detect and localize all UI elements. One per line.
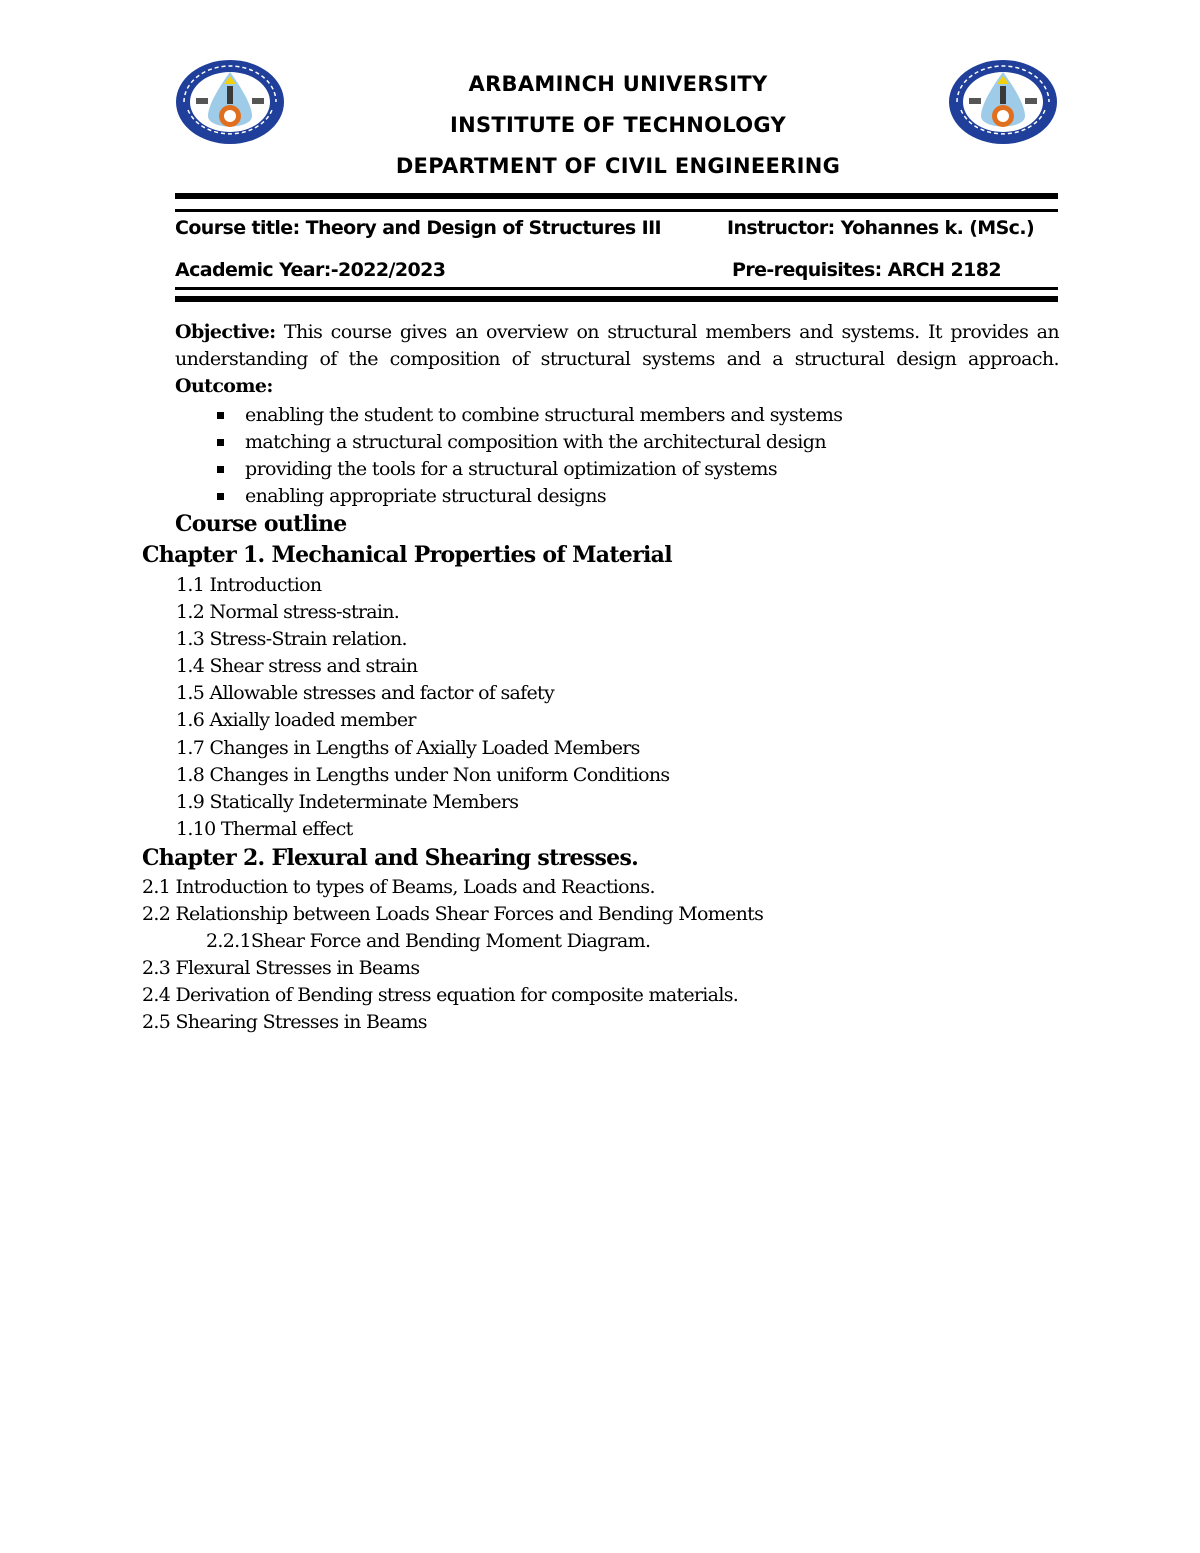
list-item: 2.4 Derivation of Bending stress equation for composite materials. bbox=[142, 984, 739, 1007]
outcome-label: Outcome: bbox=[175, 375, 273, 397]
chapter-2-title: Chapter 2. Flexural and Shearing stresses. bbox=[142, 845, 639, 871]
academic-year: Academic Year:-2022/2023 bbox=[175, 259, 446, 281]
chapter-1-sections bbox=[176, 572, 669, 843]
list-item: 1.9 Statically Indeterminate Members bbox=[176, 790, 519, 813]
info-rule-thick bbox=[175, 296, 1058, 302]
list-item: 1.8 Changes in Lengths under Non uniform Conditions bbox=[176, 763, 670, 786]
list-item: 1.2 Normal stress-strain. bbox=[176, 601, 400, 624]
list-item: matching a structural composition with the architectural design bbox=[217, 429, 842, 456]
list-item: enabling the student to combine structural members and systems bbox=[217, 402, 842, 429]
list-item: 2.1 Introduction to types of Beams, Loads and Reactions. bbox=[142, 876, 655, 898]
header-rule-thick bbox=[175, 193, 1058, 199]
chapter-2-sections bbox=[142, 874, 763, 1037]
institute-name: INSTITUTE OF TECHNOLOGY bbox=[450, 113, 786, 137]
outcome-list bbox=[217, 402, 842, 510]
list-item: 1.5 Allowable stresses and factor of safety bbox=[176, 682, 555, 705]
chapter-1-title: Chapter 1. Mechanical Properties of Material bbox=[142, 542, 672, 568]
list-item: 2.5 Shearing Stresses in Beams bbox=[142, 1011, 427, 1034]
list-item: 1.7 Changes in Lengths of Axially Loaded Members bbox=[176, 736, 640, 759]
list-item: 1.10 Thermal effect bbox=[176, 817, 353, 840]
university-seal-icon bbox=[947, 58, 1059, 146]
list-item: 2.3 Flexural Stresses in Beams bbox=[142, 957, 420, 980]
list-item: 1.6 Axially loaded member bbox=[176, 709, 416, 732]
list-item: 1.3 Stress-Strain relation. bbox=[176, 628, 407, 651]
course-title: Course title: Theory and Design of Structures III bbox=[175, 217, 662, 239]
objective-line-1 bbox=[175, 321, 1059, 343]
bullet-square-icon bbox=[217, 439, 224, 446]
bullet-square-icon bbox=[217, 466, 224, 473]
university-seal-icon bbox=[174, 58, 286, 146]
list-item: 2.2 Relationship between Loads Shear Forces and Bending Moments bbox=[142, 903, 764, 926]
list-item: 2.2.1Shear Force and Bending Moment Diagram. bbox=[206, 930, 651, 953]
list-item: 1.1 Introduction bbox=[176, 574, 322, 596]
instructor: Instructor: Yohannes k. (MSc.) bbox=[727, 217, 1035, 239]
list-item: 1.4 Shear stress and strain bbox=[176, 655, 418, 678]
objective-text-1: This course gives an overview on structural members and systems. It provides an bbox=[275, 321, 1059, 343]
objective-line-2: understanding of the composition of structural systems and a structural design approach. bbox=[175, 348, 1059, 370]
prerequisites: Pre-requisites: ARCH 2182 bbox=[732, 259, 1001, 281]
bullet-square-icon bbox=[217, 412, 224, 419]
department-name: DEPARTMENT OF CIVIL ENGINEERING bbox=[395, 154, 841, 178]
objective-label: Objective: bbox=[175, 321, 276, 343]
list-item: enabling appropriate structural designs bbox=[217, 483, 842, 510]
university-name: ARBAMINCH UNIVERSITY bbox=[468, 72, 768, 96]
bullet-square-icon bbox=[217, 493, 224, 500]
course-outline-title: Course outline bbox=[175, 511, 347, 537]
header-rule-thin bbox=[175, 209, 1058, 212]
list-item: providing the tools for a structural optimization of systems bbox=[217, 456, 842, 483]
info-rule-thin bbox=[175, 287, 1058, 290]
